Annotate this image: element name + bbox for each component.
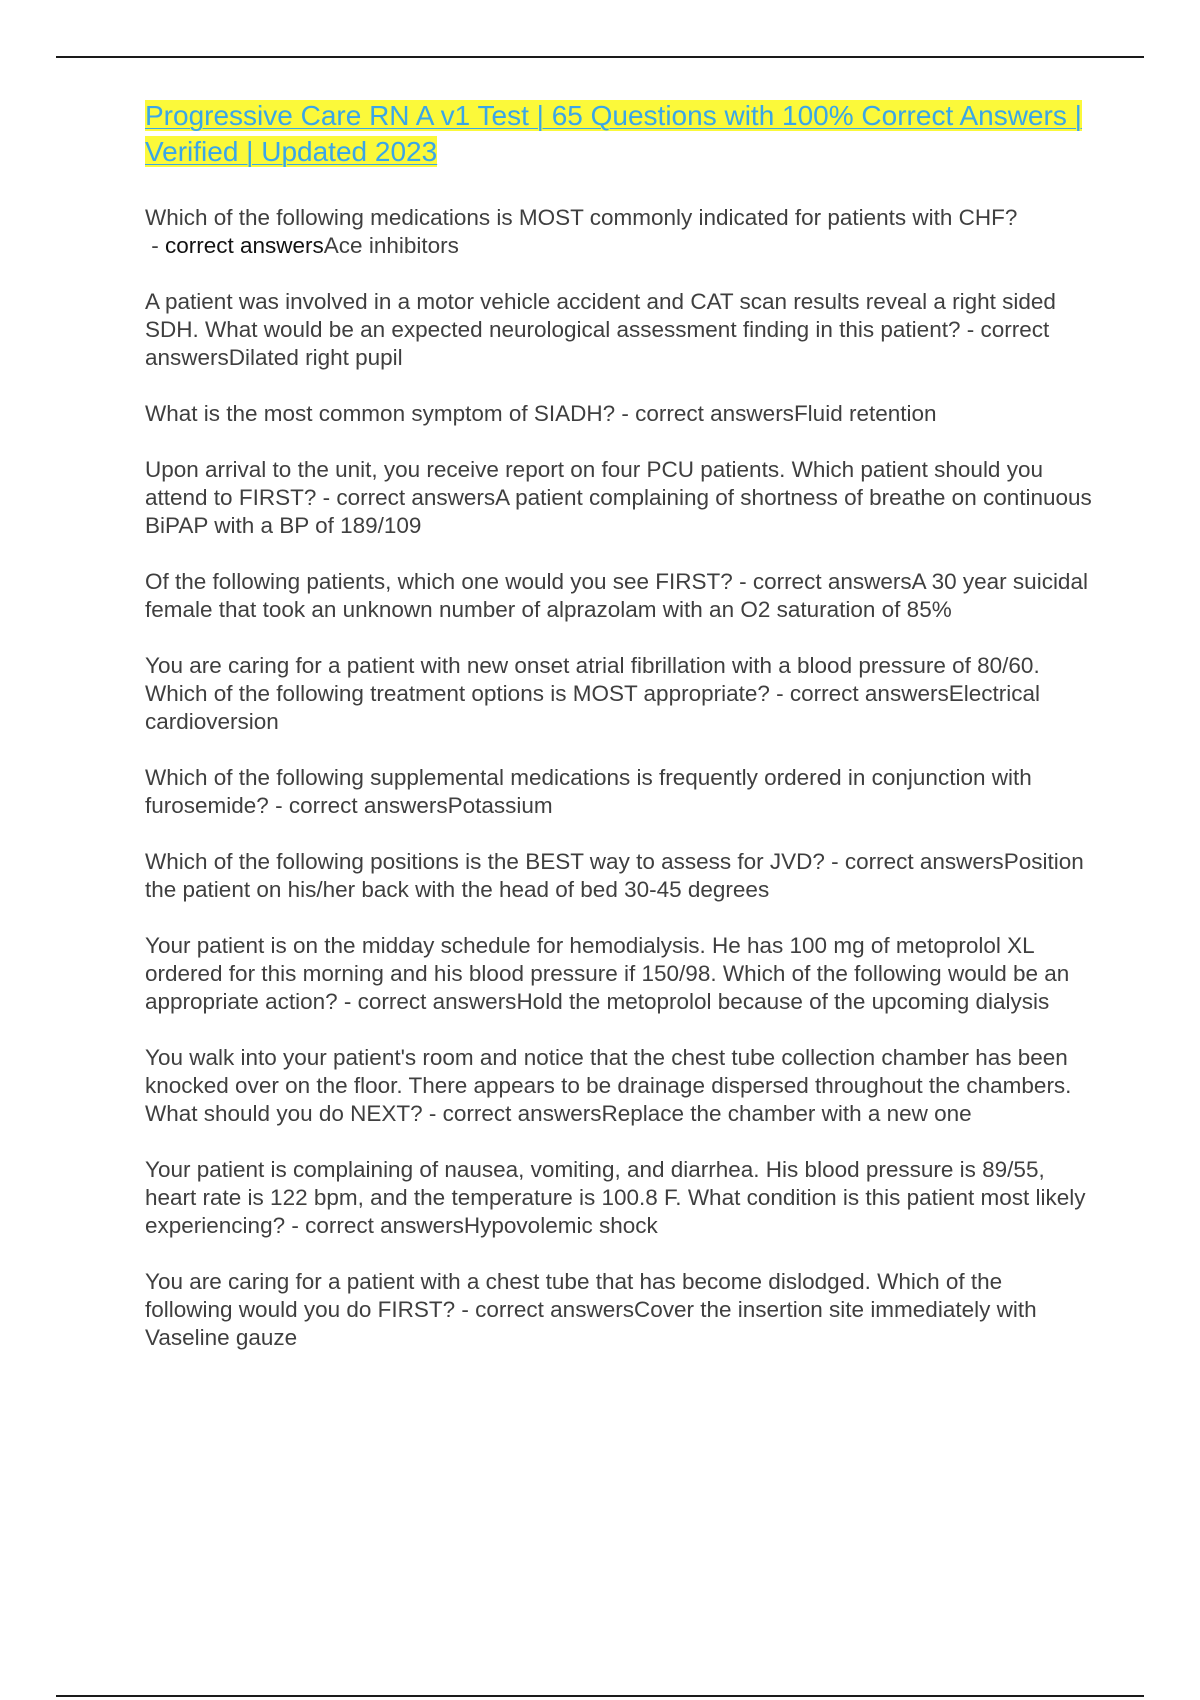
- qa-item-10: You walk into your patient's room and notice that the chest tube collection chamber has been knocked over on the floor. There appears to be drainage dispersed throughout the chambers. What should you do NEXT? - correct answersReplace the chamber with a new one: [145, 1045, 1072, 1126]
- question-text: Your patient is on the midday schedule for hemodialysis. He has 100 mg of metoprolol XL ordered for this morning and his blood pressure if 150/98. Which of the following would be an appropriate action?: [145, 933, 1070, 1014]
- document-title[interactable]: [145, 98, 1095, 170]
- qa-item-3: What is the most common symptom of SIADH? - correct answersFluid retention: [145, 401, 937, 426]
- qa-item-8: Which of the following positions is the BEST way to assess for JVD? - correct answersPosition the patient on his/her back with the head of bed 30-45 degrees: [145, 849, 1084, 902]
- answer-label: correct answers: [442, 1101, 602, 1126]
- answer-text: Fluid retention: [793, 401, 937, 426]
- question-text: Upon arrival to the unit, you receive report on four PCU patients. Which patient should you attend to FIRST?: [145, 457, 1043, 510]
- question-text: What is the most common symptom of SIADH?: [145, 401, 616, 426]
- answer-label: correct answers: [357, 989, 517, 1014]
- answer-text: A patient complaining of shortness of breathe on continuous BiPAP with a BP of 189/109: [145, 485, 1092, 538]
- question-text: A patient was involved in a motor vehicle accident and CAT scan results reveal a right sided SDH. What would be an expected neurological assessment finding in this patient?: [145, 289, 1056, 342]
- top-divider: [56, 56, 1144, 58]
- answer-label: correct answers: [475, 1297, 634, 1322]
- answer-label: correct answers: [844, 849, 1004, 874]
- bottom-divider: [56, 1695, 1144, 1697]
- answer-label: correct answers: [305, 1213, 464, 1238]
- answer-text: A 30 year suicidal female that took an unknown number of alprazolam with an O2 saturation of 85%: [145, 569, 1088, 622]
- qa-item-7: Which of the following supplemental medications is frequently ordered in conjunction with furosemide? - correct answersPotassium: [145, 765, 1032, 818]
- answer-label: correct answers: [752, 569, 912, 594]
- answer-label: correct answers: [789, 681, 949, 706]
- answer-label: correct answers: [288, 793, 448, 818]
- answer-text: Dilated right pupil: [228, 345, 403, 370]
- question-text: You are caring for a patient with new onset atrial fibrillation with a blood pressure of 80/60. Which of the following treatment options is MOST appropriate?: [145, 653, 1040, 706]
- qa-item-5: Of the following patients, which one would you see FIRST? - correct answersA 30 year suicidal female that took an unknown number of alprazolam with an O2 saturation of 85%: [145, 569, 1088, 622]
- question-text: You walk into your patient's room and notice that the chest tube collection chamber has been knocked over on the floor. There appears to be drainage dispersed throughout the chambers. What should you do NEXT?: [145, 1045, 1072, 1126]
- question-text: Which of the following positions is the BEST way to assess for JVD?: [145, 849, 825, 874]
- qa-item-2: A patient was involved in a motor vehicle accident and CAT scan results reveal a right sided SDH. What would be an expected neurological assessment finding in this patient? - correct answersDilated right pupil: [145, 289, 1056, 370]
- answer-text: Potassium: [447, 793, 553, 818]
- question-text: Your patient is complaining of nausea, vomiting, and diarrhea. His blood pressure is 89/55, heart rate is 122 bpm, and the temperature is 100.8 F. What condition is this patient most likely experiencing?: [145, 1157, 1086, 1238]
- document-body: [145, 98, 1095, 1380]
- qa-item-12: You are caring for a patient with a chest tube that has become dislodged. Which of the following would you do FIRST? - correct answersCover the insertion site immediately with Vaseline gauze: [145, 1269, 1037, 1350]
- question-text: Of the following patients, which one would you see FIRST?: [145, 569, 733, 594]
- answer-label: correct answers: [336, 485, 496, 510]
- answer-text: Hypovolemic shock: [463, 1213, 658, 1238]
- qa-item-11: Your patient is complaining of nausea, vomiting, and diarrhea. His blood pressure is 89/55, heart rate is 122 bpm, and the temperature is 100.8 F. What condition is this patient most likely experiencing? - correct answersHypovolemic shock: [145, 1157, 1086, 1238]
- answer-label: correct answers: [165, 233, 324, 258]
- answer-text: Ace inhibitors: [323, 233, 459, 258]
- question-text: You are caring for a patient with a chest tube that has become dislodged. Which of the following would you do FIRST?: [145, 1269, 1003, 1322]
- qa-item-4: Upon arrival to the unit, you receive report on four PCU patients. Which patient should you attend to FIRST? - correct answersA patient complaining of shortness of breathe on continuous BiPAP with a BP of 189/109: [145, 457, 1092, 538]
- question-text: Which of the following supplemental medications is frequently ordered in conjunction with furosemide?: [145, 765, 1032, 818]
- answer-text: Cover the insertion site immediately with Vaseline gauze: [145, 1297, 1037, 1350]
- answer-text: Position the patient on his/her back with the head of bed 30-45 degrees: [145, 849, 1084, 902]
- answer-text: Hold the metoprolol because of the upcoming dialysis: [516, 989, 1050, 1014]
- answer-label: correct answers: [635, 401, 794, 426]
- answer-label: correct answers: [145, 317, 1050, 370]
- question-text: Which of the following medications is MOST commonly indicated for patients with CHF?: [145, 205, 1018, 230]
- qa-item-1: Which of the following medications is MOST commonly indicated for patients with CHF? - correct answersAce inhibitors: [145, 205, 1018, 258]
- qa-item-6: You are caring for a patient with new onset atrial fibrillation with a blood pressure of 80/60. Which of the following treatment options is MOST appropriate? - correct answersElectrical cardioversion: [145, 653, 1040, 734]
- qa-item-9: Your patient is on the midday schedule for hemodialysis. He has 100 mg of metoprolol XL ordered for this morning and his blood pressure if 150/98. Which of the following would be an appropriate action? - correct answersHold the metoprolol because of the upcoming dialysis: [145, 933, 1070, 1014]
- answer-text: Electrical cardioversion: [145, 681, 1040, 734]
- answer-text: Replace the chamber with a new one: [601, 1101, 972, 1126]
- document-title-text: Progressive Care RN A v1 Test | 65 Questions with 100% Correct Answers | Verified | Updated 2023: [145, 100, 1082, 167]
